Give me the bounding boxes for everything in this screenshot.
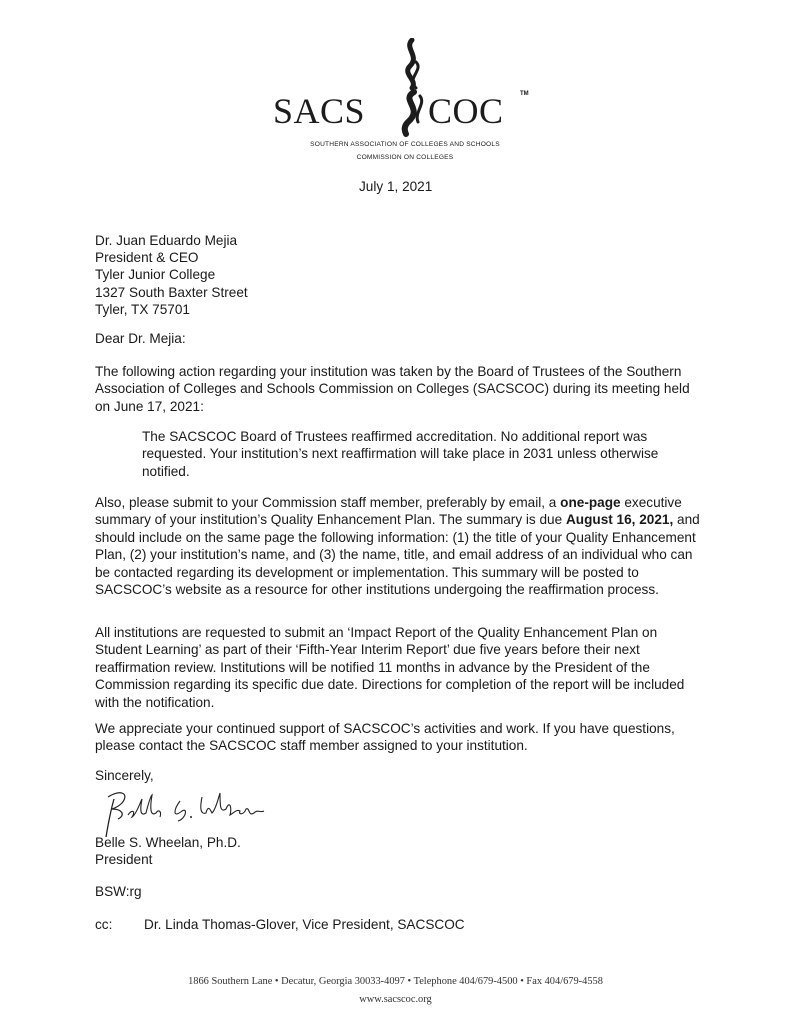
paragraph-action-intro: The following action regarding your institution was taken by the Board of Trustees of the Southern Association of Colleges and Schools Commission on Colleges (SACSCOC) during its meeting held on June 17, 2021: <box>95 364 690 414</box>
footer-website: www.sacscoc.org <box>359 994 432 1005</box>
recipient-name: Dr. Juan Eduardo Mejia <box>95 233 238 248</box>
paragraph-impact-report: All institutions are requested to submit an ‘Impact Report of the Quality Enhancement Plan on Student Learning’ as part of their ‘Fifth-Year Interim Report’ due five years before their next reaffirmation review. Institutions will be notified 11 months in advance by the President of the Commission regarding its specific due date. Directions for completion of the report will be included with the notification. <box>95 625 685 710</box>
logo-sacs-text: SACS <box>273 91 366 131</box>
recipient-street: 1327 South Baxter Street <box>95 284 248 300</box>
cc-recipient: Dr. Linda Thomas-Glover, Vice President, SACSCOC <box>144 917 465 932</box>
signer-name: Belle S. Wheelan, Ph.D. <box>95 835 241 850</box>
paragraph-appreciation: We appreciate your continued support of SACSCOC’s activities and work. If you have questions, please contact the SACSCOC staff member assigned to your institution. <box>95 721 675 754</box>
logo-coc-text: COC <box>428 91 504 131</box>
letter-date: July 1, 2021 <box>359 179 433 194</box>
footer-address: 1866 Southern Lane • Decatur, Georgia 30033-4097 • Telephone 404/679-4500 • Fax 404/679-4558 <box>188 976 603 987</box>
qep-text-1: Also, please submit to your Commission staff member, preferably by email, a <box>95 495 561 510</box>
board-action-text: The SACSCOC Board of Trustees reaffirmed accreditation. No additional report was requested. Your institution’s next reaffirmation will take place in 2031 unless otherwise notified. <box>142 429 659 479</box>
signer-block <box>95 834 241 869</box>
logo-trademark: TM <box>520 91 529 97</box>
qep-text-2: executive summary of your institution’s Quality Enhancement Plan. The summary is due <box>95 495 682 528</box>
logo-subtitle-line2: COMMISSION ON COLLEGES <box>356 154 454 161</box>
signer-title: President <box>95 852 153 868</box>
paragraph-qep-summary <box>95 494 705 598</box>
salutation: Dear Dr. Mejia: <box>95 331 186 346</box>
recipient-city: Tyler, TX 75701 <box>95 301 190 317</box>
qep-bold-one-page: one-page <box>560 495 621 510</box>
qep-text-3: and should include on the same page the following information: (1) the title of your Quality Enhancement Plan, (2) your institution’s name, and (3) the name, title, and email address of an individual who can be contacted regarding its development or implementation. This summary will be posted to SACSCOC’s website as a resource for other institutions undergoing the reaffirmation process. <box>95 512 700 598</box>
sacscoc-logo <box>270 38 540 162</box>
qep-bold-due-date: August 16, 2021, <box>565 512 674 528</box>
cc-label: cc: <box>95 917 113 932</box>
torch-flame-icon <box>394 38 430 138</box>
logo-subtitle-line1: SOUTHERN ASSOCIATION OF COLLEGES AND SCHOOLS <box>310 141 500 148</box>
recipient-title: President & CEO <box>95 250 199 266</box>
recipient-institution: Tyler Junior College <box>95 267 216 283</box>
closing: Sincerely, <box>95 768 154 783</box>
typist-initials: BSW:rg <box>95 884 142 899</box>
recipient-address <box>95 232 248 318</box>
